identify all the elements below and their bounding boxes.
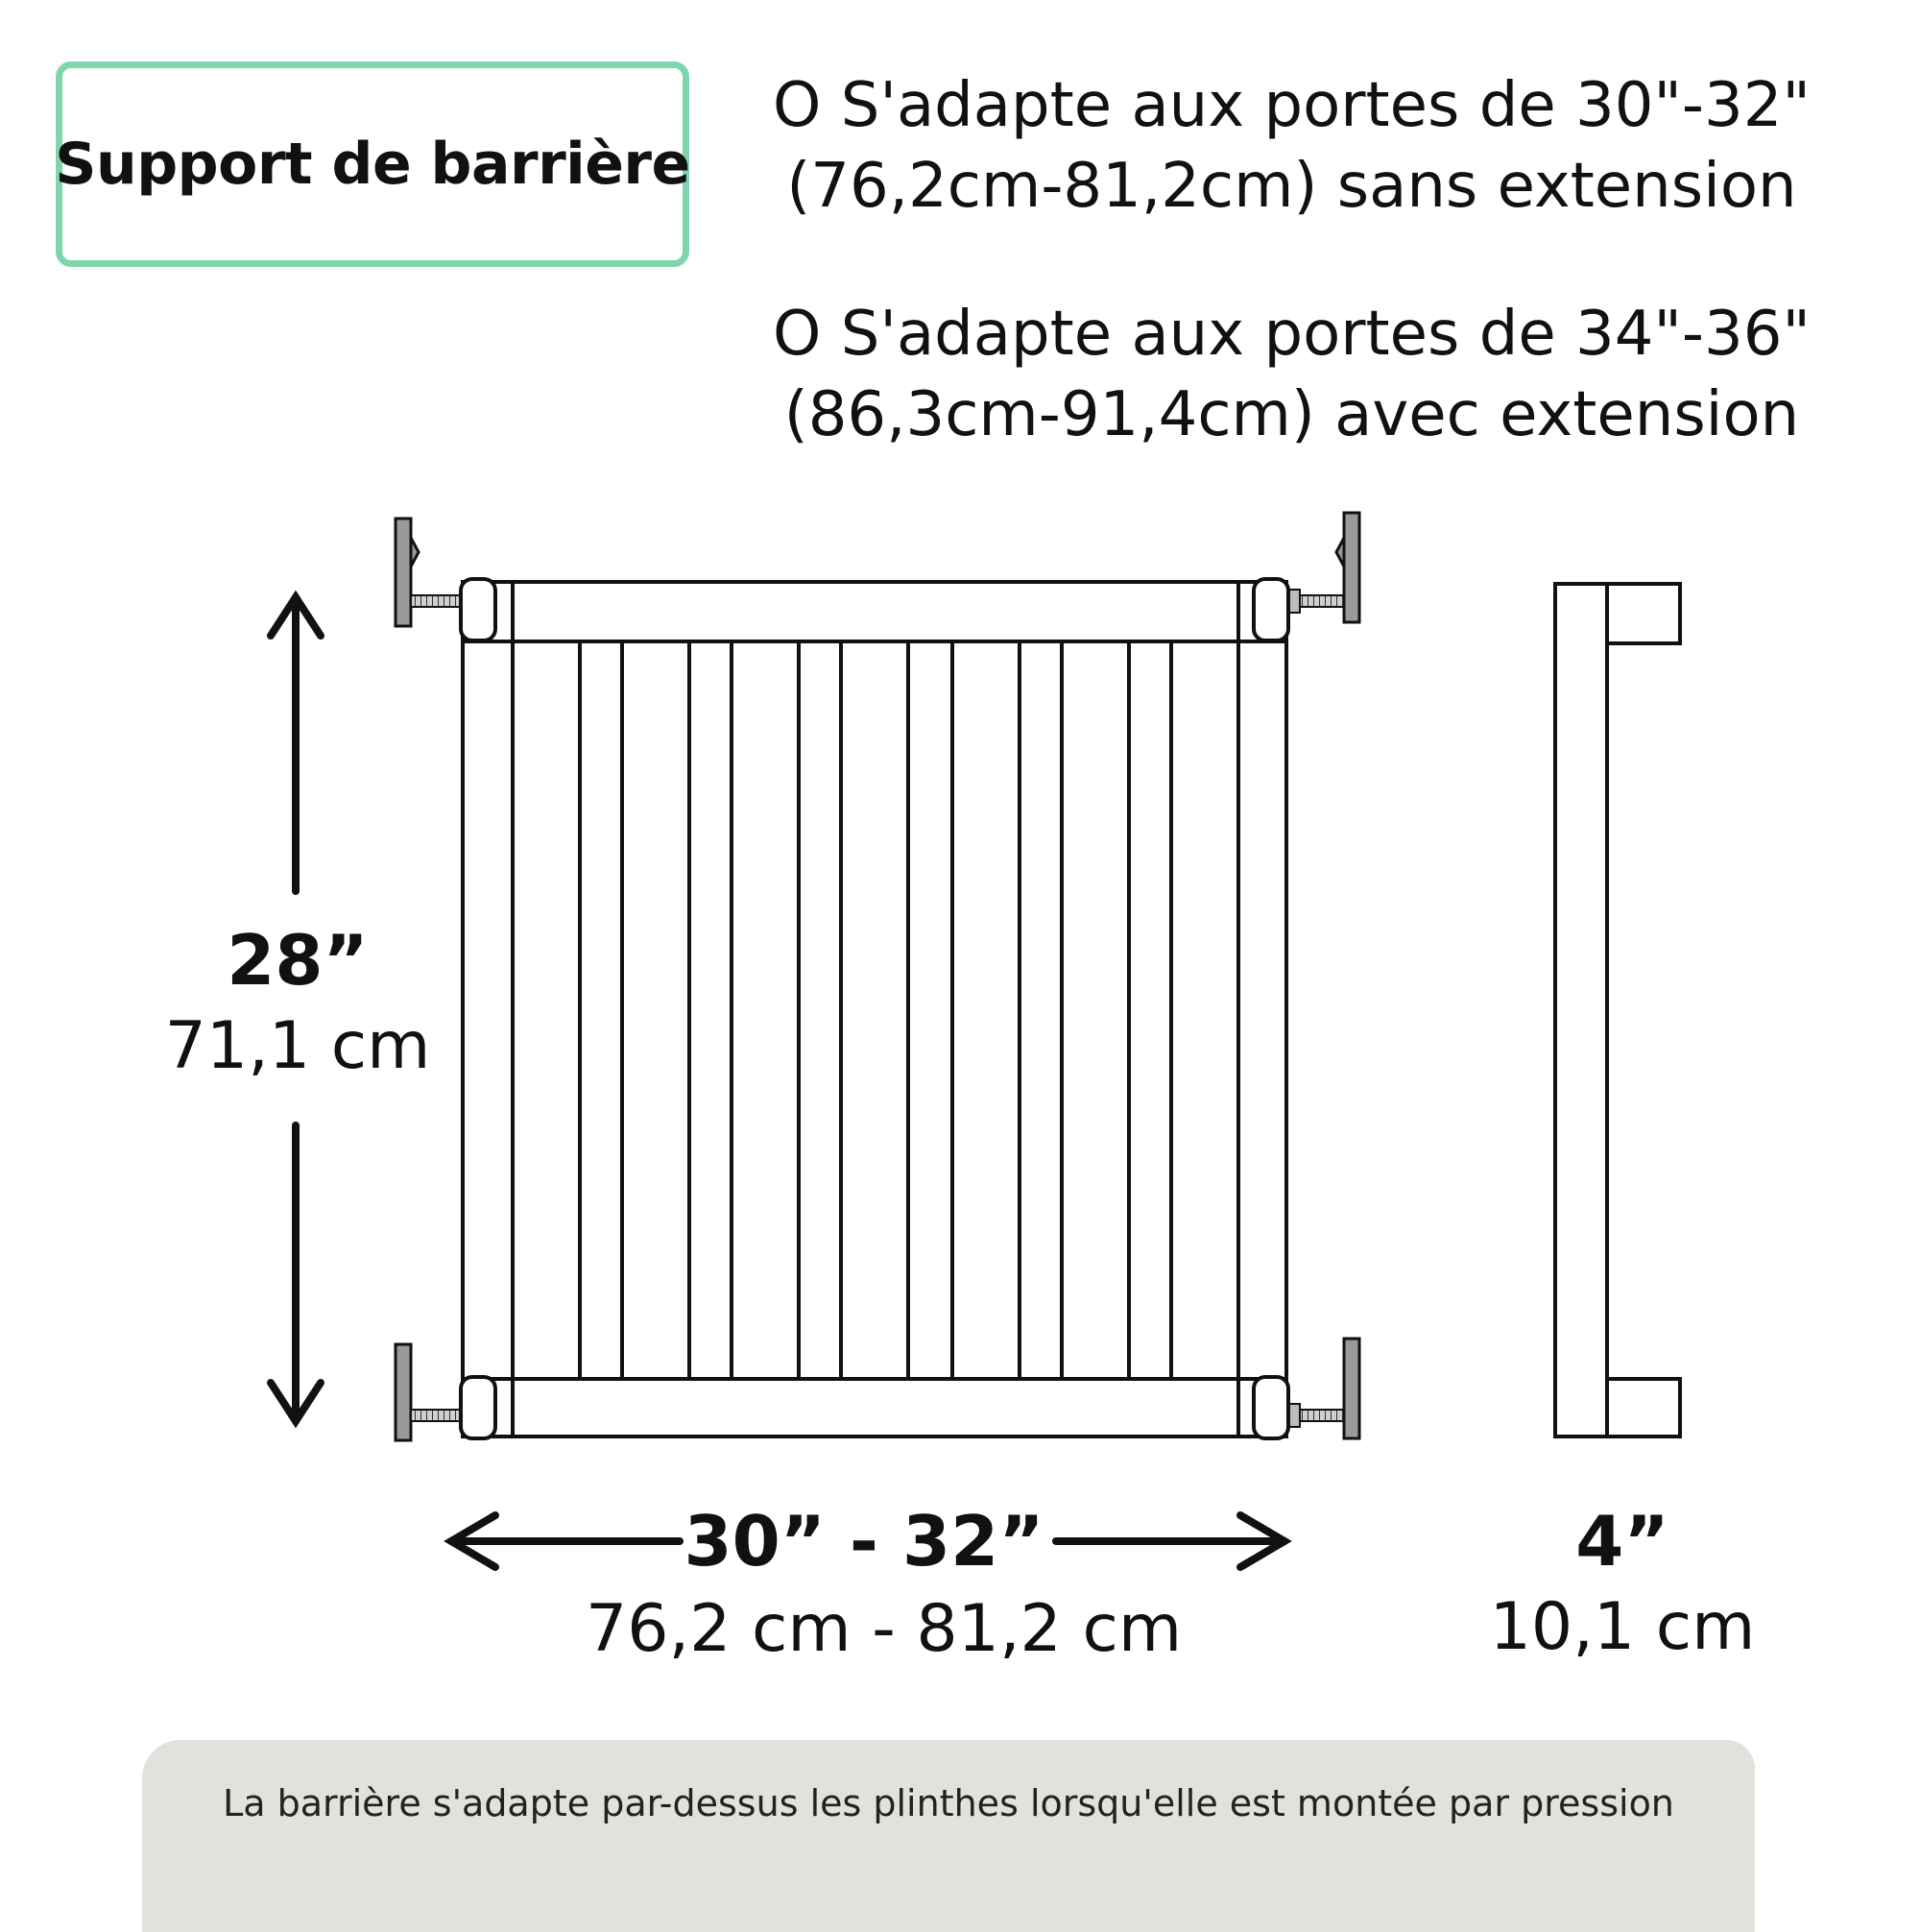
gate-front-view [461,579,1288,1438]
wall-mount-bottom-right [1288,1339,1359,1438]
gate-bar [1062,641,1129,1379]
wall-mount-top-right [1288,513,1359,622]
gate-bar [841,641,908,1379]
gate-side-view [1555,584,1680,1437]
corner-cap [1254,579,1288,640]
corner-cap [461,1377,495,1438]
wall-mount-top-left [396,519,463,626]
width-metric: 76,2 cm - 81,2 cm [586,1591,1183,1667]
fit-info-line1: O S'adapte aux portes de 34"-36" [773,299,1811,370]
note-band [142,1740,1755,1932]
fit-info-line1: O S'adapte aux portes de 30"-32" [773,70,1811,141]
gate-bar [1171,641,1238,1379]
gate-bar [513,641,580,1379]
wall-mount-bottom-left [396,1344,463,1440]
height-metric: 71,1 cm [164,1008,431,1084]
gate-bottom-rail [463,1379,1286,1437]
width-imperial: 30” - 32” [684,1501,1044,1582]
depth-dimension [1478,1498,1766,1671]
depth-imperial: 4” [1575,1501,1669,1582]
fit-info-line2: (86,3cm-91,4cm) avec extension [783,379,1800,450]
height-imperial: 28” [227,920,369,1001]
gate-bar [952,641,1020,1379]
baseboard-note: La barrière s'adapte par-dessus les plinthes lorsqu'elle est montée par pression [223,1782,1674,1824]
width-dimension [586,1498,1183,1673]
gate-bar [622,641,689,1379]
height-dimension [163,917,432,1090]
fit-info-line2: (76,2cm-81,2cm) sans extension [786,151,1797,222]
corner-cap [1254,1377,1288,1438]
gate-bar [732,641,799,1379]
depth-metric: 10,1 cm [1489,1589,1756,1665]
corner-cap [461,579,495,640]
title: Support de barrière [55,131,690,198]
gate-top-rail [463,582,1286,641]
